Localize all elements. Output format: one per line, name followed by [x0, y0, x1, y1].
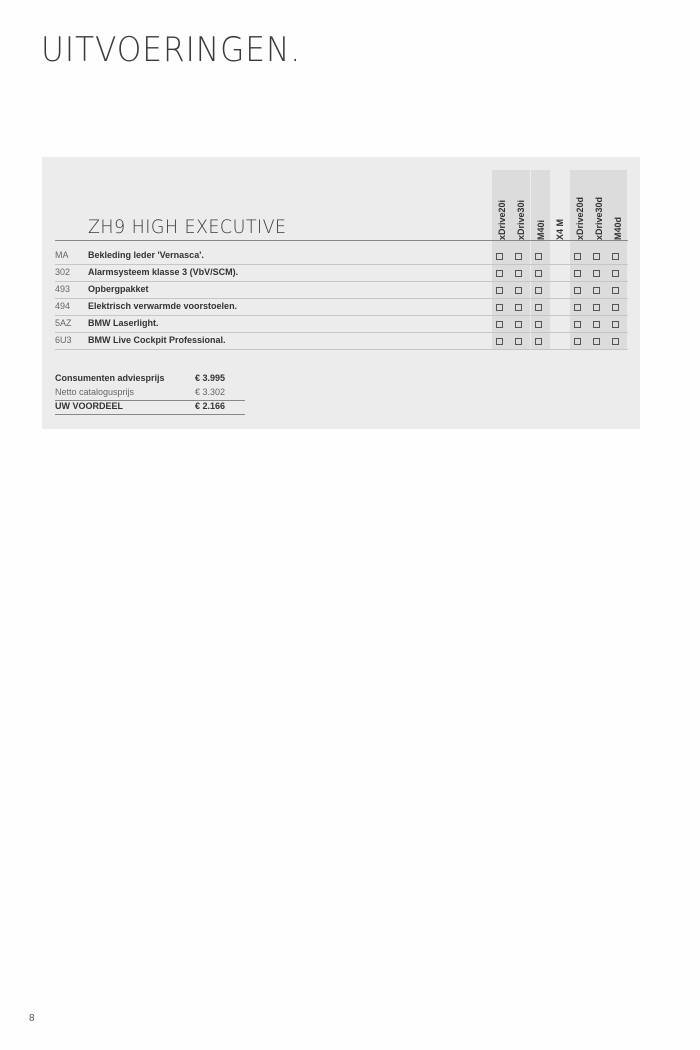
availability-checkbox: [535, 270, 542, 277]
price-summary: [55, 372, 245, 414]
option-row: [55, 299, 628, 316]
option-code: 493: [55, 284, 71, 294]
column-header: [511, 170, 530, 240]
availability-checkbox: [496, 304, 503, 311]
page-number: 8: [29, 1013, 35, 1024]
availability-checkbox: [574, 321, 581, 328]
availability-checkbox: [574, 338, 581, 345]
availability-checkbox: [515, 287, 522, 294]
availability-checkbox: [593, 287, 600, 294]
availability-checkbox: [593, 321, 600, 328]
column-header-label: M40d: [612, 216, 623, 240]
availability-checkbox: [612, 287, 619, 294]
option-label: Opbergpakket: [88, 284, 149, 294]
option-code: 494: [55, 301, 71, 311]
availability-checkbox: [574, 270, 581, 277]
advantage-label: UW VOORDEEL: [55, 401, 124, 411]
page-title: UITVOERINGEN.: [41, 30, 302, 70]
column-header-label: xDrive20d: [574, 196, 585, 240]
availability-checkbox: [574, 304, 581, 311]
availability-checkbox: [535, 304, 542, 311]
option-code: 6U3: [55, 335, 72, 345]
package-title: ZH9 HIGH EXECUTIVE: [88, 216, 287, 238]
divider: [55, 240, 628, 241]
availability-checkbox: [515, 270, 522, 277]
column-header-label: M40i: [535, 219, 546, 240]
option-code: 5AZ: [55, 318, 72, 328]
net-price-row: [55, 386, 245, 400]
availability-checkbox: [515, 304, 522, 311]
availability-checkbox: [515, 253, 522, 260]
column-header: [589, 170, 608, 240]
availability-checkbox: [496, 270, 503, 277]
availability-checkbox: [612, 304, 619, 311]
availability-checkbox: [574, 287, 581, 294]
option-label: Alarmsysteem klasse 3 (VbV/SCM).: [88, 267, 239, 277]
column-header-label: xDrive20i: [496, 199, 507, 240]
availability-checkbox: [593, 253, 600, 260]
option-code: 302: [55, 267, 71, 277]
column-header-label: xDrive30d: [593, 196, 604, 240]
option-label: BMW Live Cockpit Professional.: [88, 335, 226, 345]
availability-checkbox: [535, 321, 542, 328]
availability-checkbox: [496, 253, 503, 260]
option-row: [55, 333, 628, 350]
availability-checkbox: [515, 321, 522, 328]
availability-checkbox: [612, 321, 619, 328]
option-row: [55, 282, 628, 299]
availability-checkbox: [515, 338, 522, 345]
consumer-price-value: € 3.995: [195, 373, 226, 383]
divider: [55, 414, 245, 415]
option-label: Bekleding leder 'Vernasca'.: [88, 250, 204, 260]
column-header-label: X4 M: [554, 218, 565, 240]
availability-checkbox: [496, 338, 503, 345]
availability-checkbox: [535, 338, 542, 345]
consumer-price-label: Consumenten adviesprijs: [55, 373, 165, 383]
availability-checkbox: [593, 270, 600, 277]
option-code: MA: [55, 250, 69, 260]
advantage-value: € 2.166: [195, 401, 226, 411]
availability-checkbox: [496, 287, 503, 294]
option-row: [55, 265, 628, 282]
column-header: [492, 170, 511, 240]
option-row: [55, 316, 628, 333]
availability-checkbox: [612, 253, 619, 260]
availability-checkbox: [612, 270, 619, 277]
consumer-price-row: [55, 372, 245, 386]
column-header-label: xDrive30i: [515, 199, 526, 240]
availability-checkbox: [535, 287, 542, 294]
availability-checkbox: [574, 253, 581, 260]
column-header: [531, 170, 550, 240]
option-row: [55, 248, 628, 265]
advantage-row: [55, 400, 245, 414]
option-label: Elektrisch verwarmde voorstoelen.: [88, 301, 238, 311]
availability-checkbox: [535, 253, 542, 260]
column-header: [608, 170, 627, 240]
column-header: [570, 170, 589, 240]
net-price-value: € 3.302: [195, 387, 226, 397]
availability-checkbox: [612, 338, 619, 345]
availability-checkbox: [593, 304, 600, 311]
package-panel: [42, 157, 640, 429]
option-label: BMW Laserlight.: [88, 318, 159, 328]
availability-checkbox: [593, 338, 600, 345]
availability-checkbox: [496, 321, 503, 328]
column-header: [550, 170, 569, 240]
net-price-label: Netto catalogusprijs: [55, 387, 135, 397]
